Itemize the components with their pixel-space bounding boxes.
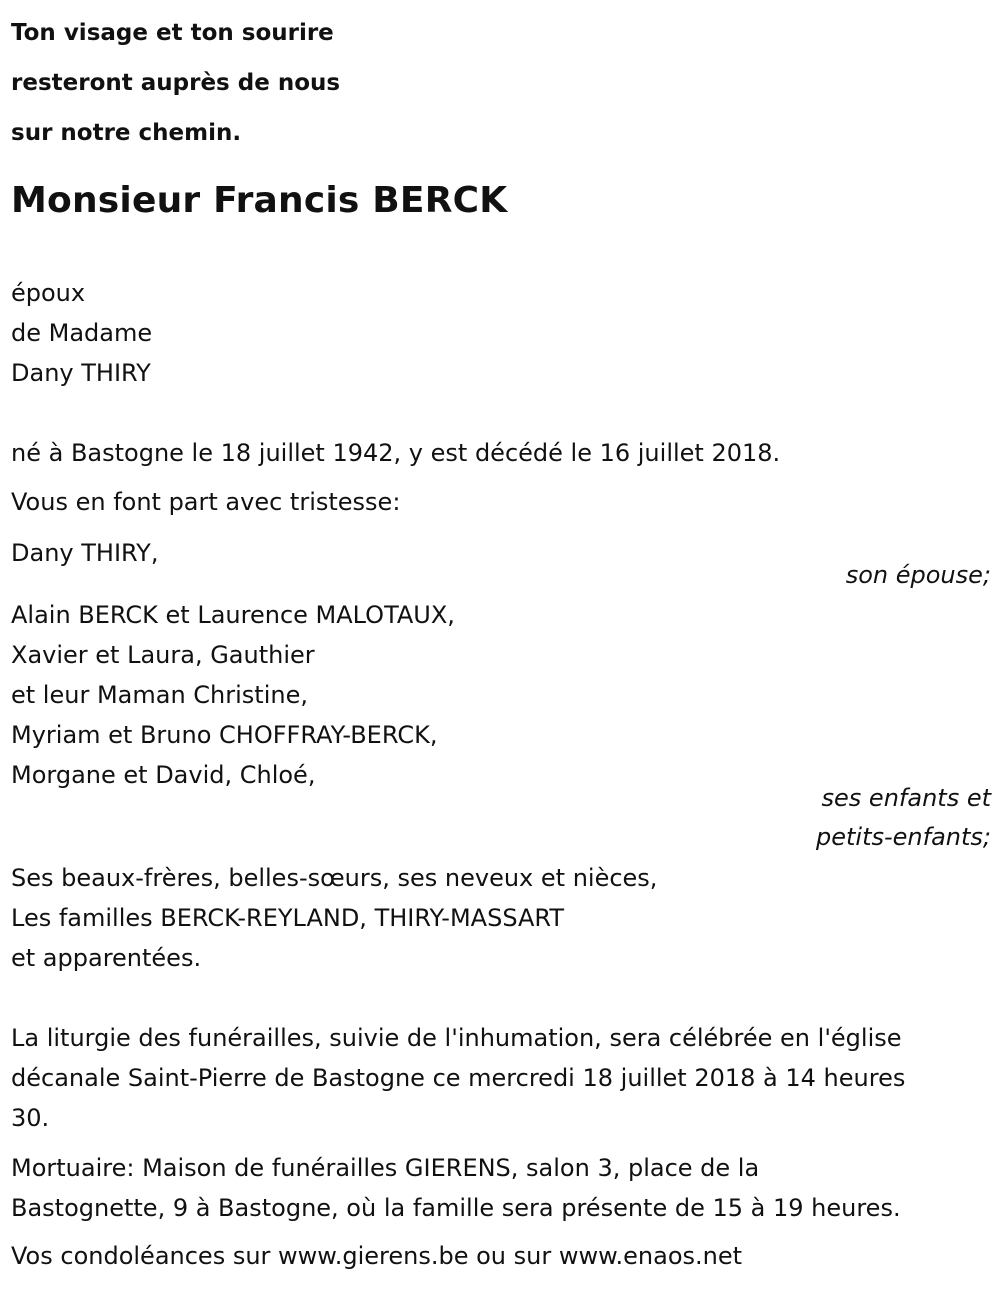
children-line: Myriam et Bruno CHOFFRAY-BERCK,: [11, 721, 438, 749]
mortuary-line: Mortuaire: Maison de funérailles GIERENS, salon 3, place de la: [11, 1154, 760, 1182]
mortuary-paragraph: [11, 1148, 996, 1228]
condolences-paragraph: [11, 1236, 996, 1276]
funeral-line: décanale Saint-Pierre de Bastogne ce mercredi 18 juillet 2018 à 14 heures: [11, 1064, 906, 1092]
spouse-line: époux: [11, 279, 86, 307]
deceased-name: Monsieur Francis BERCK: [11, 180, 508, 221]
spouse-role: son épouse;: [845, 561, 991, 589]
poem-line: Ton visage et ton sourire: [11, 20, 334, 46]
relatives-block: [11, 858, 991, 978]
poem: [11, 8, 711, 158]
relatives-line: Les familles BERCK-REYLAND, THIRY-MASSART: [11, 904, 565, 932]
children-line: Xavier et Laura, Gauthier: [11, 641, 315, 669]
spouse-line: de Madame: [11, 319, 153, 347]
poem-line: resteront auprès de nous: [11, 70, 341, 96]
spouse-block: [11, 273, 991, 393]
family-spouse: [11, 533, 991, 573]
poem-line: sur notre chemin.: [11, 120, 242, 146]
condolences-text: Vos condoléances sur www.gierens.be ou sur www.enaos.net: [11, 1242, 743, 1270]
children-line: et leur Maman Christine,: [11, 681, 308, 709]
children-line: Alain BERCK et Laurence MALOTAUX,: [11, 601, 455, 629]
relatives-line: et apparentées.: [11, 944, 202, 972]
relatives-line: Ses beaux-frères, belles-sœurs, ses neveux et nièces,: [11, 864, 658, 892]
funeral-paragraph: [11, 1018, 996, 1138]
announcement-intro: [11, 482, 991, 522]
birth-death-line: [11, 433, 991, 473]
funeral-line: La liturgie des funérailles, suivie de l'inhumation, sera célébrée en l'église: [11, 1024, 902, 1052]
spouse-line: Dany THIRY: [11, 359, 151, 387]
children-line: Morgane et David, Chloé,: [11, 761, 316, 789]
funeral-line: 30.: [11, 1104, 50, 1132]
birth-death-text: né à Bastogne le 18 juillet 1942, y est décédé le 16 juillet 2018.: [11, 439, 781, 467]
mortuary-line: Bastognette, 9 à Bastogne, où la famille sera présente de 15 à 19 heures.: [11, 1194, 901, 1222]
family-spouse-name: Dany THIRY,: [11, 539, 159, 567]
children-role: [816, 779, 991, 857]
children-block: [11, 595, 991, 795]
announcement-intro-text: Vous en font part avec tristesse:: [11, 488, 401, 516]
children-role-line: petits-enfants;: [816, 823, 991, 851]
children-role-line: ses enfants et: [821, 784, 991, 812]
